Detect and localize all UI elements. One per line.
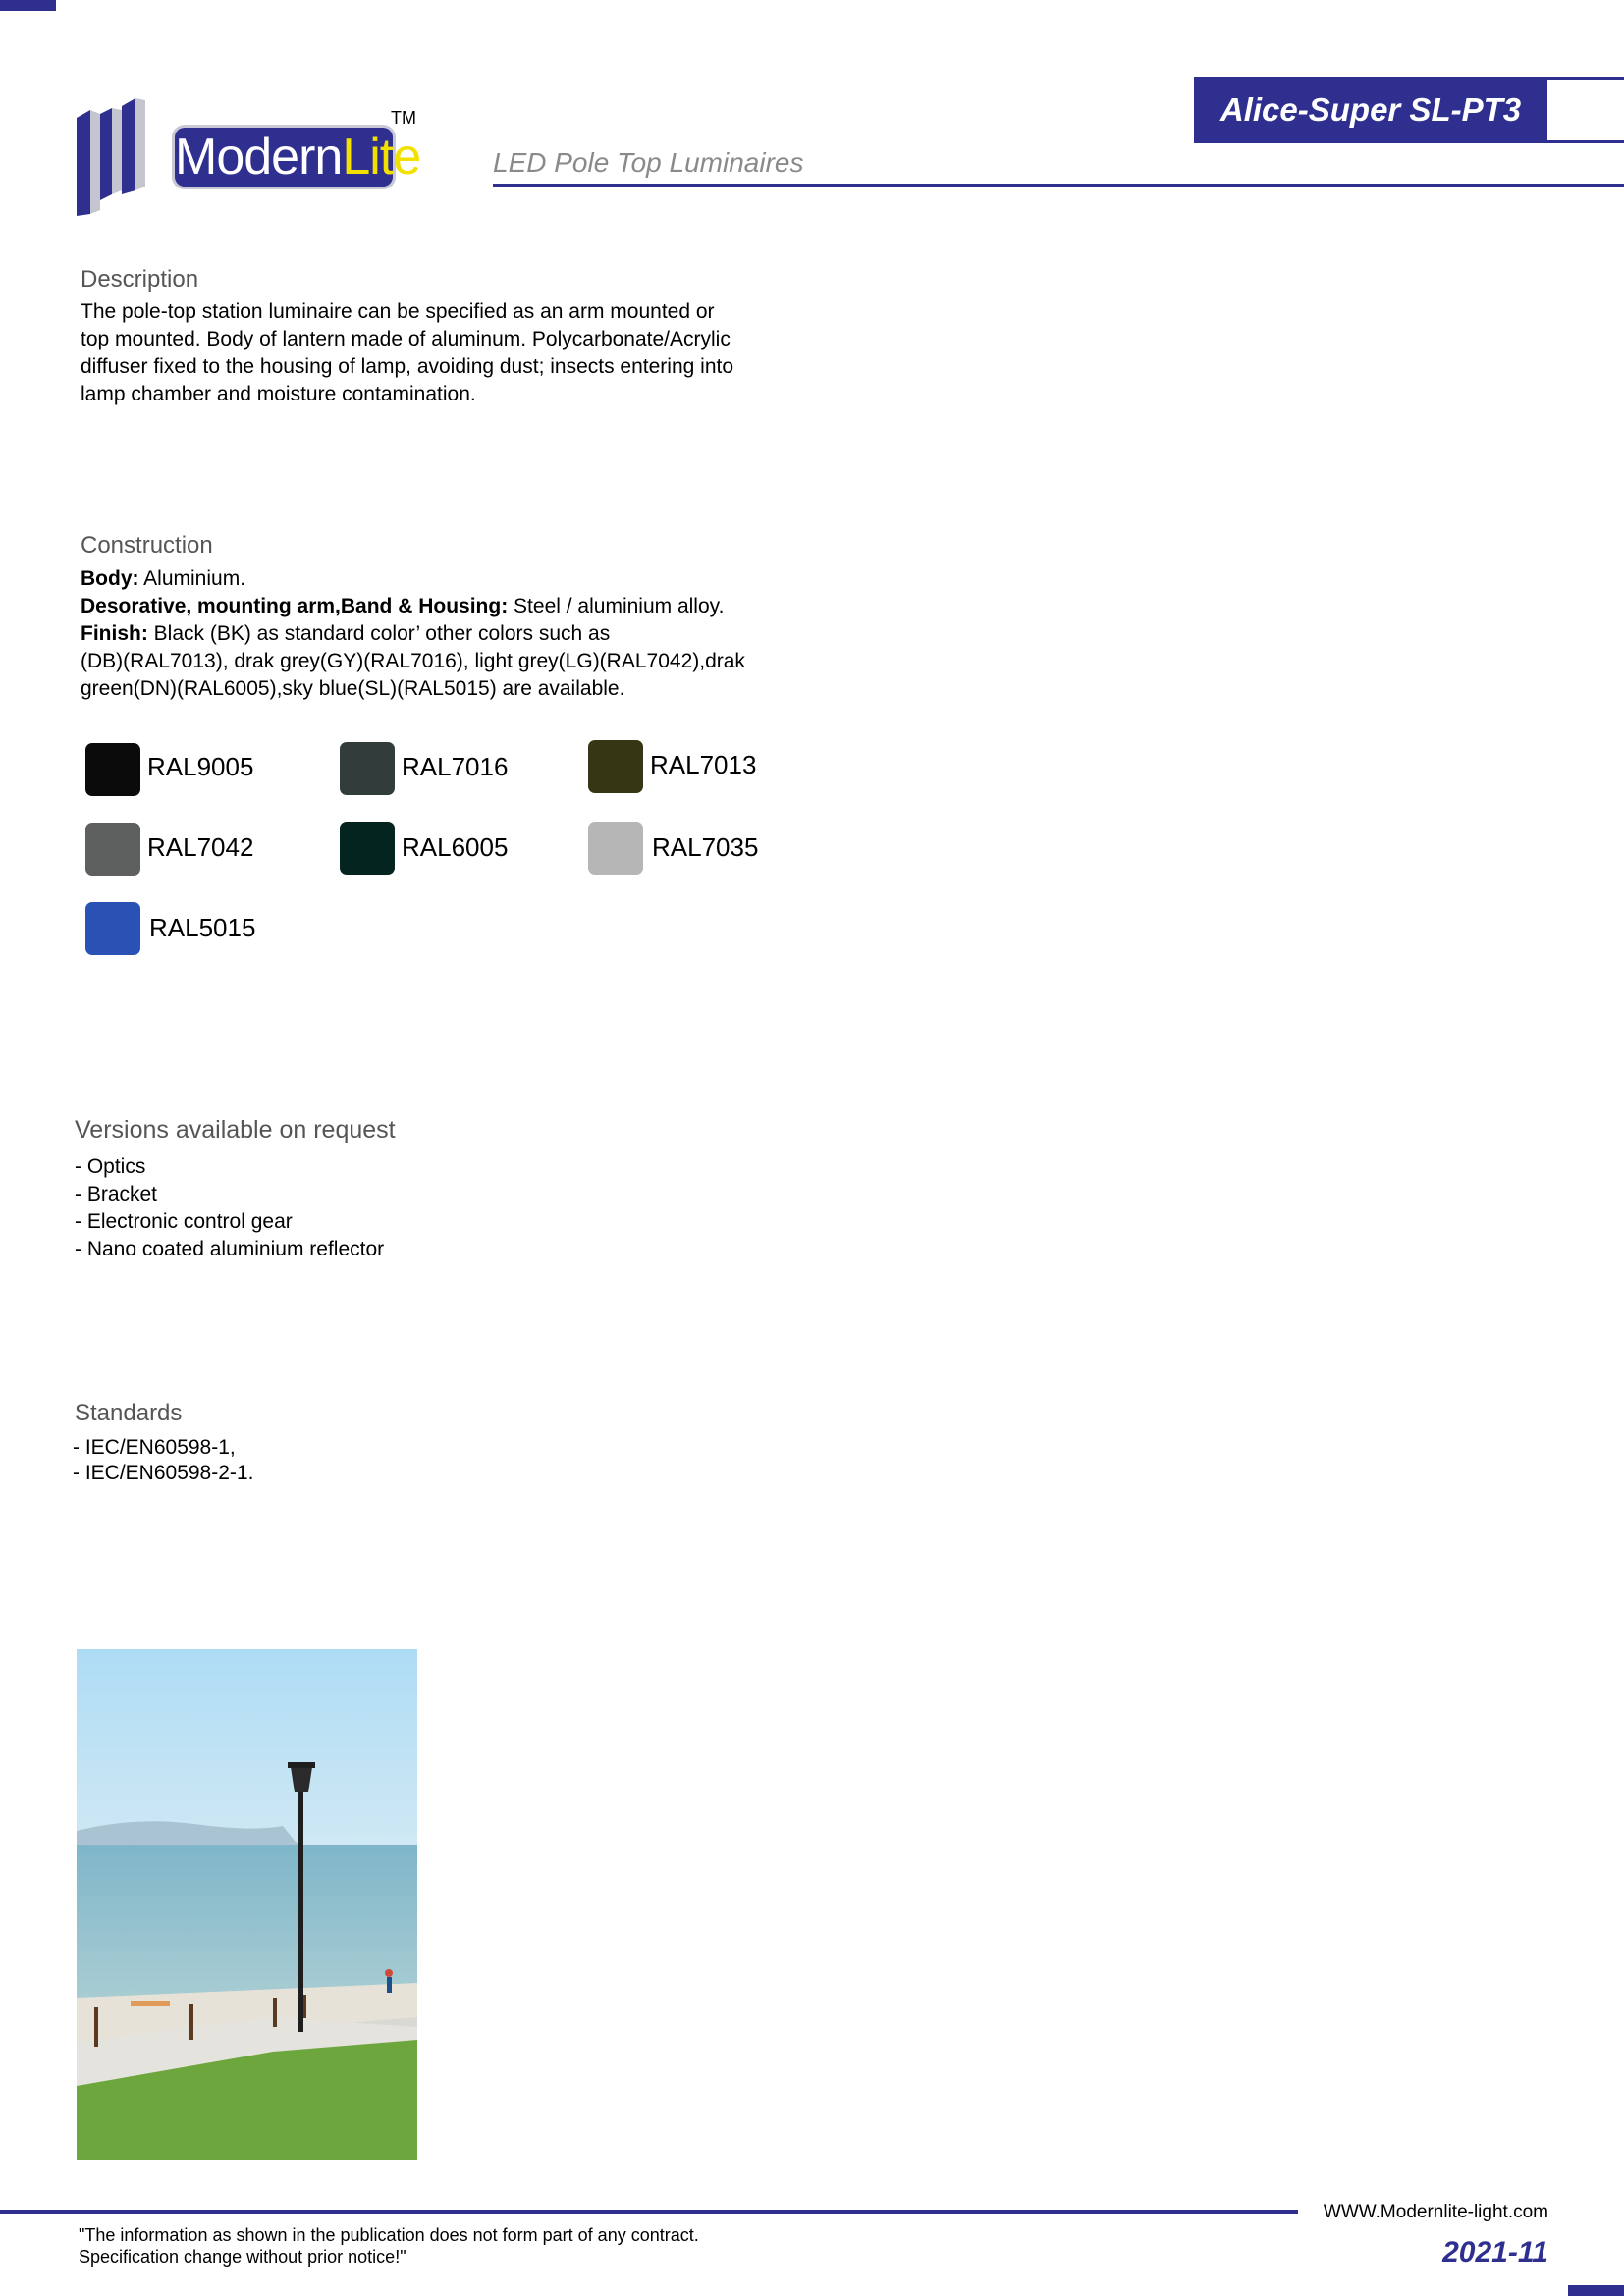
swatch-label: RAL7042 [147,832,254,862]
corner-accent-bottom [1568,2285,1624,2296]
color-swatch-ral7013 [588,740,643,793]
list-item: - IEC/EN60598-2-1. [73,1462,254,1484]
standards-list [73,1435,253,1486]
standards-heading: Standards [75,1400,183,1426]
modernlite-logo [77,96,420,216]
title-rule [1547,77,1624,143]
corner-accent-top [0,0,56,11]
logo-mark-icon [77,96,185,216]
color-swatch-ral9005 [85,743,140,796]
construction-finish-line: (DB)(RAL7013), drak grey(GY)(RAL7016), light grey(LG)(RAL7042),drak [81,650,745,672]
swatch-label: RAL5015 [149,913,256,942]
list-item: - Bracket [75,1183,158,1205]
description-line: lamp chamber and moisture contamination. [81,383,476,405]
swatch-label: RAL7016 [402,752,509,781]
list-item: - Electronic control gear [75,1210,293,1233]
publication-date: 2021-11 [1442,2236,1548,2269]
color-swatch-ral7016 [340,742,395,795]
construction-heading: Construction [81,532,213,559]
description-line: top mounted. Body of lantern made of aluminum. Polycarbonate/Acrylic [81,328,731,350]
list-item: - Nano coated aluminium reflector [75,1238,385,1260]
footer-divider [0,2210,1298,2214]
product-photo [77,1649,417,2160]
disclaimer-line: "The information as shown in the publication does not form part of any contract. [79,2225,699,2245]
construction-body-line: Body: Aluminium. [81,567,246,590]
product-title: Alice-Super SL-PT3 [1194,77,1547,143]
description-heading: Description [81,266,199,293]
swatch-label: RAL6005 [402,832,509,862]
disclaimer-line: Specification change without prior notice!" [79,2247,406,2267]
versions-list [75,1153,384,1263]
construction-text [81,565,827,703]
swatch-label: RAL9005 [147,752,254,781]
construction-finish-line: Finish: Black (BK) as standard color’ other colors such as [81,622,611,645]
trademark-symbol: TM [391,108,416,128]
construction-finish-line: green(DN)(RAL6005),sky blue(SL)(RAL5015) are available. [81,677,625,700]
construction-mount-line: Desorative, mounting arm,Band & Housing: Steel / aluminium alloy. [81,595,725,617]
swatch-label: RAL7013 [650,750,757,779]
header-divider [493,184,1624,187]
color-swatch-ral7035 [588,822,643,875]
description-line: diffuser fixed to the housing of lamp, avoiding dust; insects entering into [81,355,734,378]
description-line: The pole-top station luminaire can be specified as an arm mounted or [81,300,715,323]
product-category: LED Pole Top Luminaires [493,147,804,178]
website-link[interactable]: WWW.Modernlite-light.com [1323,2202,1548,2222]
description-text [81,298,807,408]
list-item: - IEC/EN60598-1, [73,1436,236,1459]
disclaimer [79,2224,699,2268]
color-swatch-ral7042 [85,823,140,876]
logo-wordmark: ModernLite [175,129,421,186]
color-swatch-ral6005 [340,822,395,875]
swatch-label: RAL7035 [652,832,759,862]
versions-heading: Versions available on request [75,1116,396,1144]
color-swatch-ral5015 [85,902,140,955]
list-item: - Optics [75,1155,146,1178]
